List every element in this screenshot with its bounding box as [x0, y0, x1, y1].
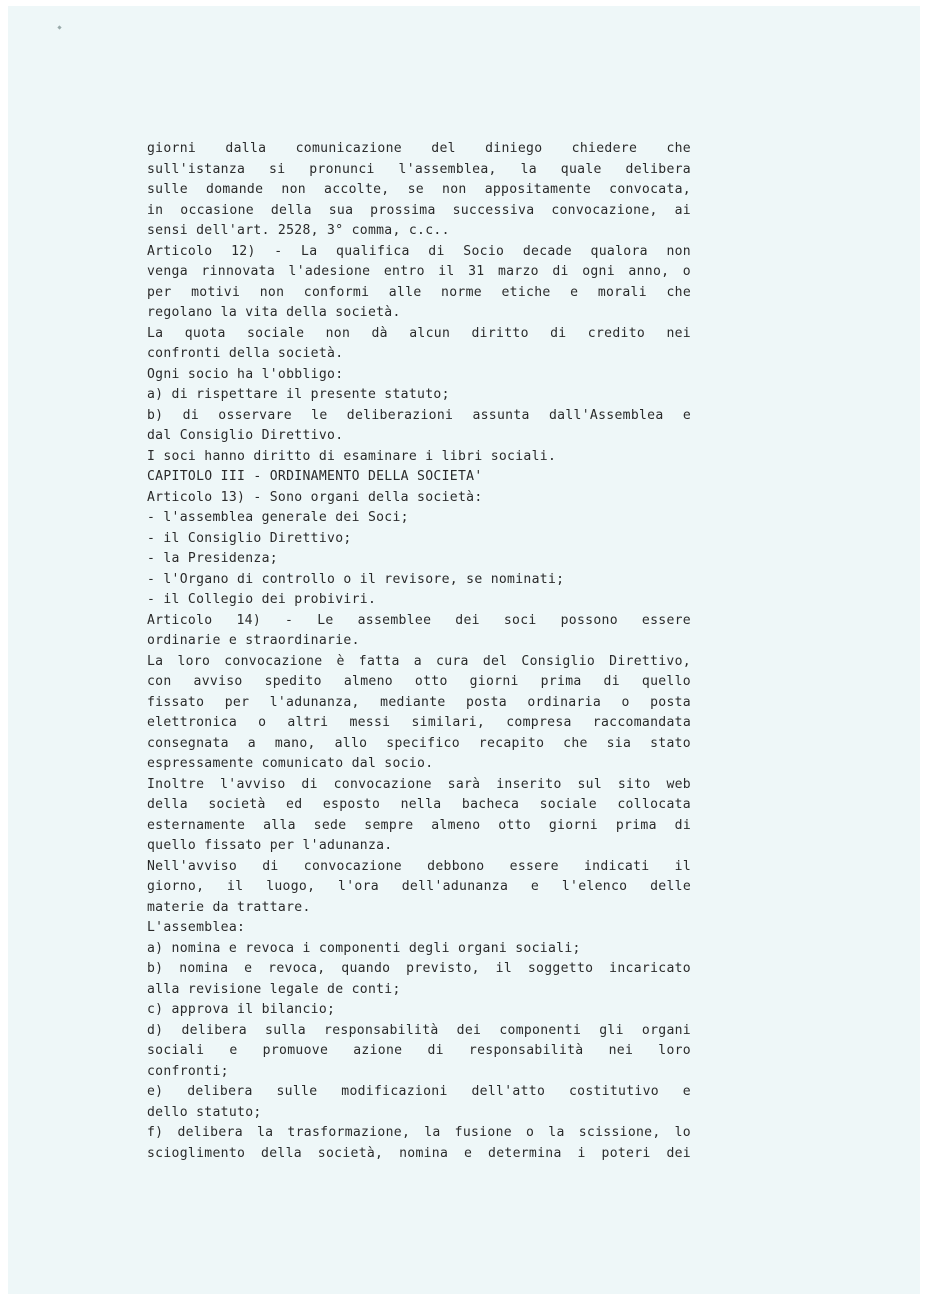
text-line: f) delibera la trasformazione, la fusione o la scissione, lo	[147, 1125, 691, 1140]
text-line: venga rinnovata l'adesione entro il 31 marzo di ogni anno, o	[147, 264, 691, 279]
text-line: La quota sociale non dà alcun diritto di credito nei	[147, 325, 691, 341]
text-line: giorno, il luogo, l'ora dell'adunanza e l'elenco delle	[147, 879, 691, 894]
text-line: b) di osservare le deliberazioni assunta dall'Assemblea e	[147, 407, 691, 423]
text-line: c) approva il bilancio;	[147, 1002, 336, 1017]
text-line: b) nomina e revoca, quando previsto, il soggetto incaricato	[147, 961, 691, 976]
text-line: L'assemblea:	[147, 920, 246, 935]
text-line: ordinarie e straordinarie.	[147, 633, 360, 648]
text-line: esternamente alla sede sempre almeno otto giorni prima di	[147, 817, 691, 833]
text-line: quello fissato per l'adunanza.	[147, 838, 393, 853]
text-line: fissato per l'adunanza, mediante posta ordinaria o posta	[147, 694, 691, 710]
text-line: sociali e promuove azione di responsabilità nei loro	[147, 1043, 691, 1058]
text-line: - la Presidenza;	[147, 551, 278, 566]
text-line: Ogni socio ha l'obbligo:	[147, 366, 344, 382]
text-line: a) nomina e revoca i componenti degli organi sociali;	[147, 940, 581, 956]
text-line: elettronica o altri messi similari, compresa raccomandata	[147, 715, 691, 730]
text-line: - il Collegio dei probiviri.	[147, 592, 377, 607]
text-line: materie da trattare.	[147, 899, 311, 915]
text-line: - il Consiglio Direttivo;	[147, 530, 352, 546]
text-line: giorni dalla comunicazione del diniego chiedere che	[147, 141, 691, 156]
text-line: d) delibera sulla responsabilità dei componenti gli organi	[147, 1022, 691, 1038]
text-line: scioglimento della società, nomina e determina i poteri dei	[147, 1145, 691, 1161]
text-line: con avviso spedito almeno otto giorni prima di quello	[147, 674, 691, 689]
text-line: sulle domande non accolte, se non appositamente convocata,	[147, 182, 691, 197]
text-line: dello statuto;	[147, 1104, 262, 1120]
document-body	[147, 139, 691, 1164]
text-line: della società ed esposto nella bacheca sociale collocata	[147, 797, 691, 812]
text-line: La loro convocazione è fatta a cura del Consiglio Direttivo,	[147, 653, 691, 669]
text-line: per motivi non conformi alle norme etiche e morali che	[147, 284, 691, 300]
text-line: in occasione della sua prossima successiva convocazione, ai	[147, 202, 691, 218]
text-line: Articolo 13) - Sono organi della società:	[147, 489, 483, 505]
text-line: consegnata a mano, allo specifico recapito che sia stato	[147, 735, 691, 751]
text-line: alla revisione legale de conti;	[147, 981, 401, 997]
text-line: - l'Organo di controllo o il revisore, se nominati;	[147, 571, 565, 587]
text-line: sensi dell'art. 2528, 3° comma, c.c..	[147, 223, 450, 238]
text-line: espressamente comunicato dal socio.	[147, 756, 434, 771]
document-page	[8, 6, 920, 1294]
text-line: dal Consiglio Direttivo.	[147, 428, 344, 443]
scan-speck	[57, 25, 61, 29]
text-line: I soci hanno diritto di esaminare i libri sociali.	[147, 448, 557, 464]
text-line: Inoltre l'avviso di convocazione sarà inserito sul sito web	[147, 776, 691, 792]
text-line: e) delibera sulle modificazioni dell'atto costitutivo e	[147, 1084, 691, 1099]
text-line: - l'assemblea generale dei Soci;	[147, 510, 409, 525]
text-line: Nell'avviso di convocazione debbono essere indicati il	[147, 858, 691, 874]
text-line: sull'istanza si pronunci l'assemblea, la quale delibera	[147, 161, 691, 177]
text-line: regolano la vita della società.	[147, 305, 401, 320]
text-line: a) di rispettare il presente statuto;	[147, 387, 450, 402]
text-line: confronti della società.	[147, 346, 344, 361]
text-line: Articolo 12) - La qualifica di Socio decade qualora non	[147, 243, 691, 259]
text-line: CAPITOLO III - ORDINAMENTO DELLA SOCIETA'	[147, 469, 483, 484]
text-line: confronti;	[147, 1063, 229, 1079]
text-line: Articolo 14) - Le assemblee dei soci possono essere	[147, 612, 691, 628]
